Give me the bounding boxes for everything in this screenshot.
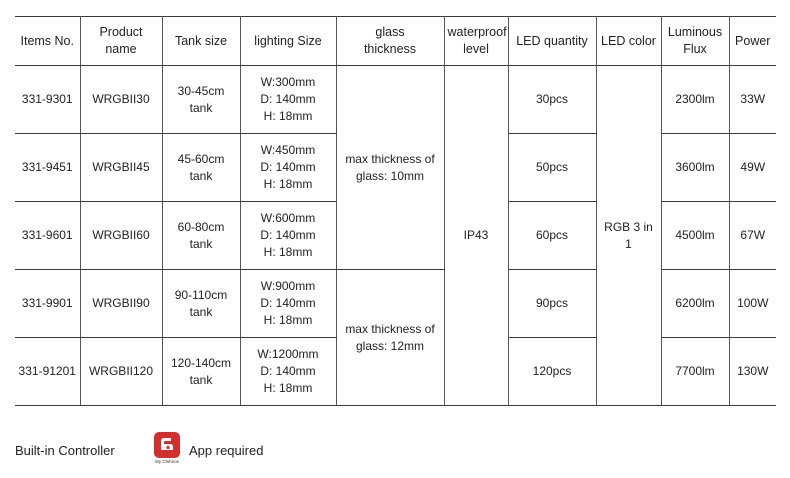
header-lighting-size: lighting Size: [240, 17, 336, 66]
power: 100W: [729, 270, 776, 338]
lighting-size: W:600mm D: 140mm H: 18mm: [240, 202, 336, 270]
item-number: 331-9901: [15, 270, 80, 338]
product-name: WRGBII30: [80, 66, 162, 134]
table-row: [15, 270, 776, 338]
table-row: [15, 66, 776, 134]
app-logo-tile: [154, 432, 180, 458]
waterproof-level: IP43: [444, 66, 508, 406]
item-number: 331-9301: [15, 66, 80, 134]
header-power: Power: [729, 17, 776, 66]
luminous-flux: 3600lm: [661, 134, 729, 202]
lighting-size: W:300mm D: 140mm H: 18mm: [240, 66, 336, 134]
header-product-name: Product name: [80, 17, 162, 66]
spec-table: [15, 16, 776, 406]
app-logo-icon: [152, 432, 182, 468]
item-number: 331-91201: [15, 338, 80, 406]
table-header-row: [15, 17, 776, 66]
luminous-flux: 4500lm: [661, 202, 729, 270]
glass-thickness-group-1: max thickness of glass: 10mm: [336, 66, 444, 270]
lighting-size: W:450mm D: 140mm H: 18mm: [240, 134, 336, 202]
lighting-size: W:1200mm D: 140mm H: 18mm: [240, 338, 336, 406]
header-tank-size: Tank size: [162, 17, 240, 66]
led-quantity: 60pcs: [508, 202, 596, 270]
luminous-flux: 7700lm: [661, 338, 729, 406]
lighting-size: W:900mm D: 140mm H: 18mm: [240, 270, 336, 338]
header-waterproof-level: waterproof level: [444, 17, 508, 66]
app-logo-caption: My Chihiros: [155, 459, 179, 464]
product-name: WRGBII45: [80, 134, 162, 202]
header-luminous-flux: Luminous Flux: [661, 17, 729, 66]
power: 67W: [729, 202, 776, 270]
item-number: 331-9601: [15, 202, 80, 270]
led-quantity: 90pcs: [508, 270, 596, 338]
header-glass-thickness: glass thickness: [336, 17, 444, 66]
tank-size: 60-80cm tank: [162, 202, 240, 270]
product-name: WRGBII60: [80, 202, 162, 270]
product-name: WRGBII120: [80, 338, 162, 406]
luminous-flux: 2300lm: [661, 66, 729, 134]
tank-size: 120-140cm tank: [162, 338, 240, 406]
tank-size: 45-60cm tank: [162, 134, 240, 202]
luminous-flux: 6200lm: [661, 270, 729, 338]
header-led-color: LED color: [596, 17, 661, 66]
power: 49W: [729, 134, 776, 202]
tank-size: 90-110cm tank: [162, 270, 240, 338]
power: 130W: [729, 338, 776, 406]
glass-thickness-group-2: max thickness of glass: 12mm: [336, 270, 444, 406]
product-name: WRGBII90: [80, 270, 162, 338]
led-color: RGB 3 in 1: [596, 66, 661, 406]
header-led-quantity: LED quantity: [508, 17, 596, 66]
header-items-no: Items No.: [15, 17, 80, 66]
item-number: 331-9451: [15, 134, 80, 202]
app-logo-glyph: [157, 435, 177, 455]
led-quantity: 30pcs: [508, 66, 596, 134]
led-quantity: 50pcs: [508, 134, 596, 202]
built-in-controller-label: Built-in Controller: [15, 442, 115, 458]
footer: [15, 428, 315, 472]
app-required-label: App required: [189, 442, 264, 458]
tank-size: 30-45cm tank: [162, 66, 240, 134]
power: 33W: [729, 66, 776, 134]
led-quantity: 120pcs: [508, 338, 596, 406]
